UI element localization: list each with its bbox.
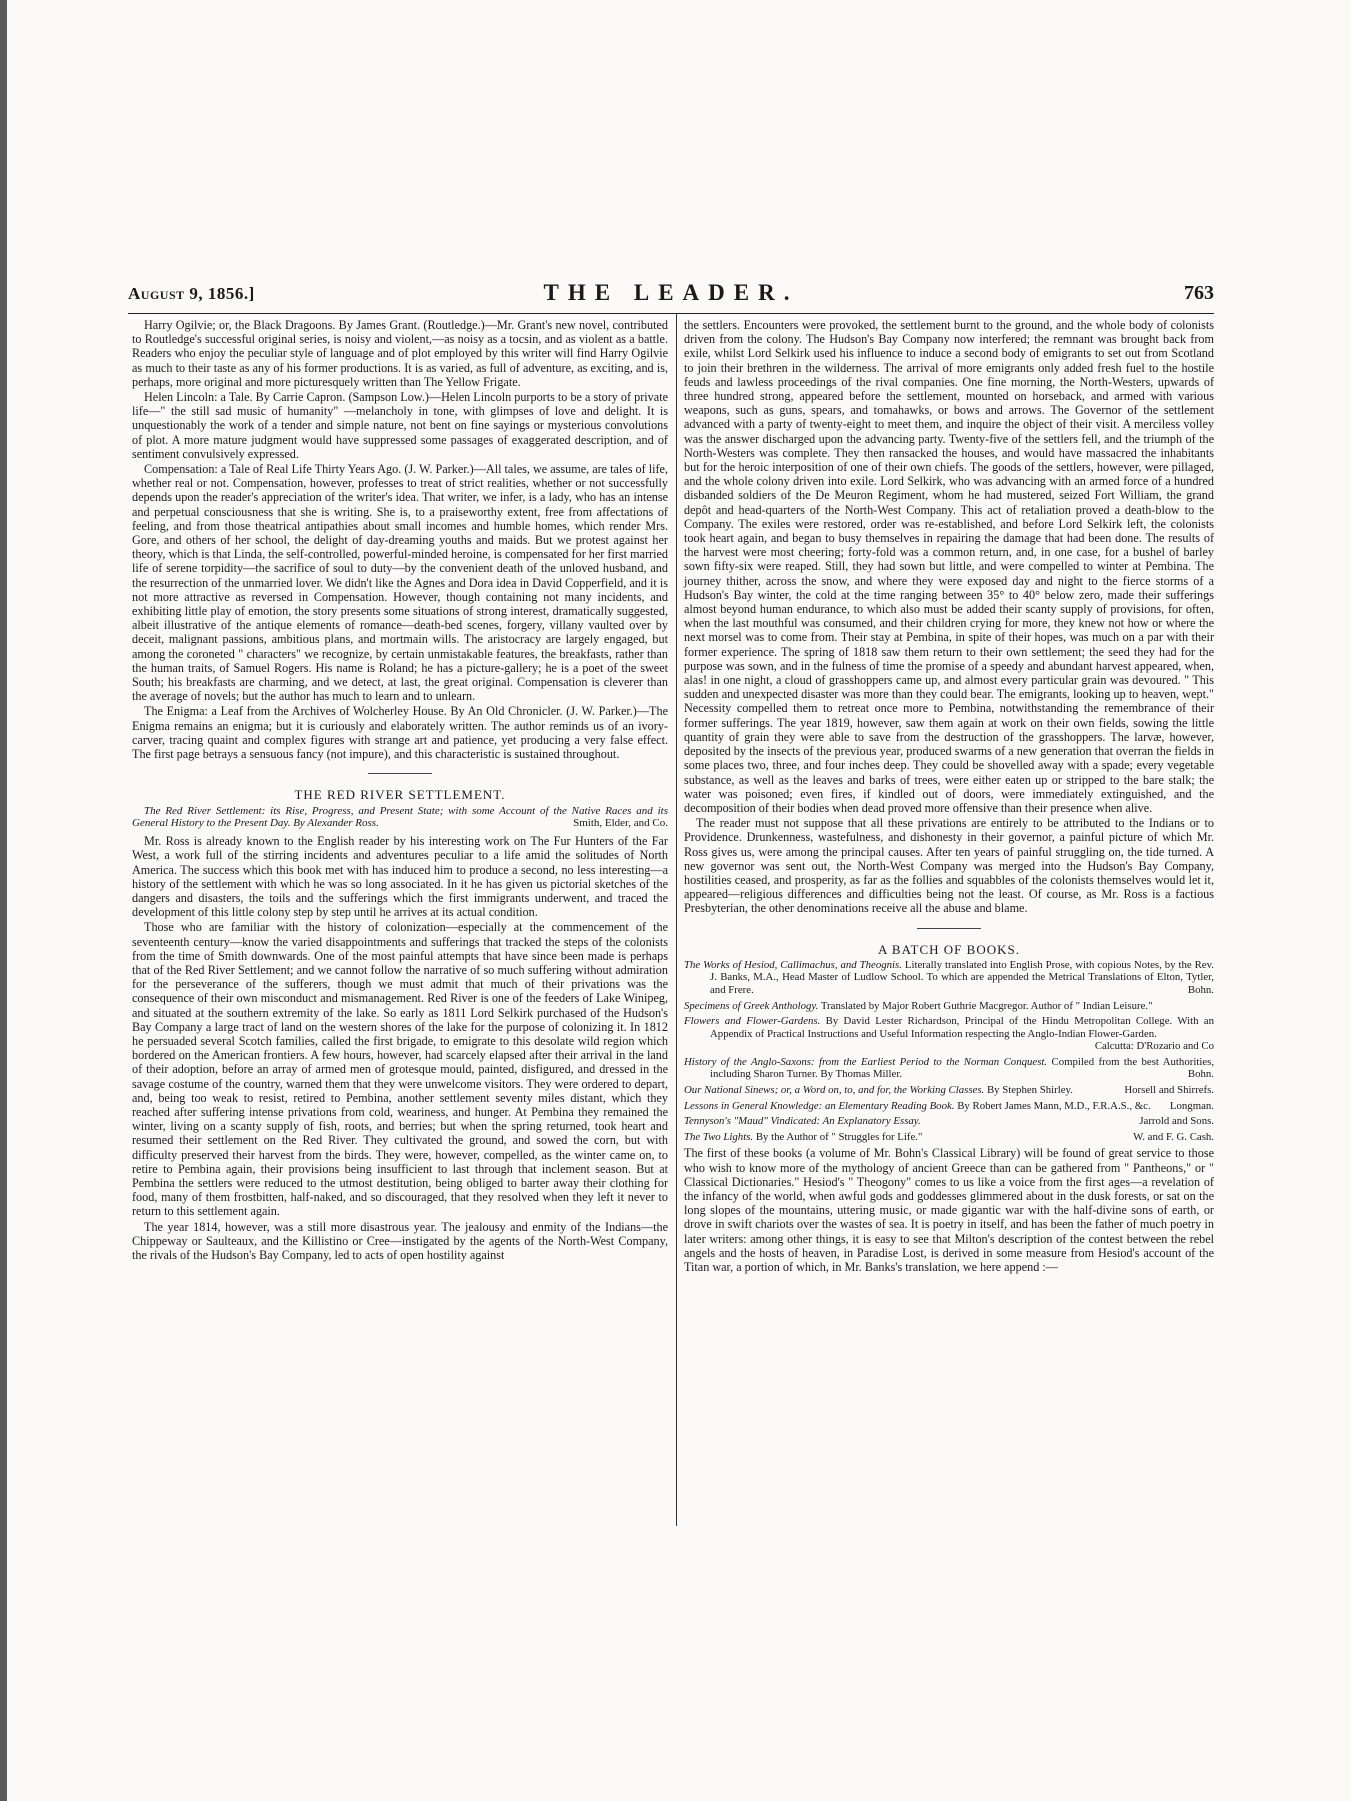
column-divider (676, 314, 677, 1526)
book-title: Lessons in General Knowledge: an Elementary Reading Book. (684, 1099, 955, 1112)
book-desc: Literally translated into English Prose, with copious Notes, by the Rev. J. Banks, M.A., Head Master of Ludlow School. To which are appended the Metrical Translations of Elton, Tytler, and Frere. (710, 958, 1214, 996)
red-river-paragraph-3: The year 1814, however, was a still more disastrous year. The jealousy and enmity of the Indians—the Chippeway or Saulteaux, and the Killistino or Cree—instigated by the agents of the North-West Company, the rivals of the Hudson's Bay Company, led to acts of open hostility against (132, 1219, 668, 1262)
book-publisher: Calcutta: D'Rozario and Co (1094, 1040, 1214, 1053)
book-publisher: W. and F. G. Cash. (1133, 1130, 1214, 1143)
book-entry (684, 959, 1214, 997)
right-column (684, 318, 1214, 1275)
book-desc: By David Lester Richardson, Principal of the Hindu Metropolitan College. With an Appendix of Practical Instructions and Useful Information respecting the Anglo-Indian Flower-Garden. (710, 1015, 1214, 1040)
book-desc: By Robert James Mann, M.D., F.R.A.S., &c. (957, 1099, 1151, 1112)
book-desc: By the Author of " Struggles for Life." (755, 1130, 923, 1143)
book-publisher: Longman. (1169, 1099, 1214, 1112)
red-river-book-title: The Red River Settlement: its Rise, Progress, and Present State; with some Account of the Native Races and its General History to the Present Day. By Alexander Ross. (132, 804, 668, 830)
batch-closing-paragraph: The first of these books (a volume of Mr. Bohn's Classical Library) will be found of great service to those who wish to know more of the mythology of ancient Greece than can be gathered from " Pantheons," or " Classical Dictionaries." Hesiod's " Theogony" comes to us like a voice from the first ages—a revelation of the infancy of the world, when awful gods and goddesses glimmered about in the dusk forests, or sat on the long slopes of the mountains, uttering music, or made gigantic war with the half-divine sons of earth, or drove in swift chariots over the wastes of sea. It is poetry in itself, and has been the father of much poetry in later writers: among other things, it is easy to see that Milton's description of the contest between the rebel angels and the hosts of heaven, in Paradise Lost, is derived in some measure from Hesiod's account of the Titan war, a portion of which, in Mr. Banks's translation, we here append :— (684, 1146, 1214, 1275)
red-river-subheading (132, 805, 668, 831)
book-entry (684, 1131, 1214, 1144)
section-rule (368, 773, 432, 774)
book-entry (684, 1056, 1214, 1081)
page-number: 763 (1184, 282, 1214, 304)
book-title: Tennyson's "Maud" Vindicated: An Explanatory Essay. (684, 1115, 921, 1128)
review-the-enigma: The Enigma: a Leaf from the Archives of Wolcherley House. By An Old Chronicler. (J. W. Parker.)—The Enigma remains an enigma; but it is curiously and elaborately written. The author reminds us of an ivory-carver, tracing quaint and complex figures with strange art and patience, yet producing a very false effect. The first page betrays a sensuous fancy (not impure), and this characteristic is sustained throughout. (132, 704, 668, 762)
book-desc: By Stephen Shirley. (986, 1084, 1073, 1097)
book-entry (684, 1000, 1214, 1013)
batch-heading: A BATCH OF BOOKS. (878, 941, 1020, 957)
book-entry (684, 1084, 1214, 1097)
page-header (128, 280, 1214, 308)
review-helen-lincoln: Helen Lincoln: a Tale. By Carrie Capron. (Sampson Low.)—Helen Lincoln purports to be a story of private life—" the still sad music of humanity" —melancholy in tone, with glimpses of love and delight. It is unquestionably the work of a tender and simple nature, not bent on fine sayings or mysterious convolutions of plot. A more mature judgment would have suppressed some passages of exaggerated description, and of sentiment convulsively expressed. (132, 390, 668, 461)
book-title: The Works of Hesiod, Callimachus, and Theognis. (684, 958, 902, 971)
book-entry (684, 1015, 1214, 1053)
book-title: Specimens of Greek Anthology. (684, 999, 819, 1012)
book-desc: Compiled from the best Authorities, including Sharon Turner. By Thomas Miller. (710, 1055, 1215, 1081)
book-publisher: Jarrold and Sons. (1139, 1115, 1214, 1128)
red-river-continued-1: the settlers. Encounters were provoked, the settlement burnt to the ground, and the whole body of colonists driven from the colony. The Hudson's Bay Company now interfered; the remnant was brought back from exile, whilst Lord Selkirk used his influence to induce a second body of emigrants to set out from Scotland to join their brethren in the wilderness. The arrival of more emigrants only added fresh fuel to the hostile feuds and lawless proceedings of the rival companies. One fine morning, the North-Westers, upwards of three hundred strong, appeared before the settlement, mounted on horseback, and armed with various weapons, such as guns, spears, and tomahawks, or bows and arrows. The Governor of the settlement advanced with a party of twenty-eight to meet them, and inquire the object of their visit. A merciless volley was the answer discharged upon the advancing party. Twenty-five of the settlers fell, and the triumph of the North-Westers was complete. They then ransacked the houses, and would have massacred the inhabitants but for the heroic interposition of one of their own chiefs. The goods of the settlers, however, were pillaged, and the whole colony driven into exile. Lord Selkirk, who was advancing with an armed force of a hundred disbanded soldiers of the De Meuron Regiment, whom he had mustered, seized Fort William, the grand depôt and head-quarters of the North-West Company. This act of retaliation proved a death-blow to the Company. The exiles were restored, order was re-established, and before Lord Selkirk left, the colonists took heart again, and began to busy themselves in repairing the damage that had been done. The results of the harvest were most cheering; forty-fold was a common return, and, in one case, for a bushel of barley sown fifty-six were reaped. Still, they had sown but little, and were compelled to winter at Pembina. The journey thither, across the snow, and where they were exposed day and night to the fierce storms of a Hudson's Bay winter, the cold at the time ranging between 35° to 40° below zero, made their sufferings almost beyond human endurance, to which also must be added their scanty supply of provisions, for often, when the last mouthful was consumed, and their children crying for more, they knew not how or where the next morsel was to come from. Their stay at Pembina, in spite of their hopes, was much on a par with their former experience. The spring of 1818 saw them return to their own settlement; the seed they had for the purpose was sown, and in the fulness of time the promise of a speedy and abundant harvest appeared, when, alas! in one night, a cloud of grasshoppers came up, and almost every particular grain was devoured. " This sudden and unexpected disaster was more than they could bear. The emigrants, looking up to heaven, wept." Necessity compelled them to retreat once more to Pembina, notwithstanding the remembrance of their former sufferings. The year 1819, however, saw them again at work on their own fields, sowing the little quantity of grain they were able to save from the destruction of the grasshoppers. The larvæ, however, deposited by the insects of the previous year, produced swarms of a new generation that overran the fields in some places two, three, and four inches deep. They could be shovelled away with a spade; every vegetable substance, as well as the leaves and barks of trees, were either eaten up or stripped to the bare stalk; the water was poisoned; even fires, if kindled out of doors, were immediately extinguished, and the decomposition of their bodies when dead proved more offensive than their presence when alive. (684, 318, 1214, 815)
issue-date: August 9, 1856.] (128, 284, 255, 303)
red-river-heading: THE RED RIVER SETTLEMENT. (294, 787, 506, 803)
left-column (132, 318, 668, 1263)
book-entry (684, 1115, 1214, 1128)
red-river-paragraph-2: Those who are familiar with the history of colonization—especially at the commencement of the seventeenth century—know the varied disappointments and sufferings that tracked the steps of the colonists from the time of Smith downwards. One of the most painful attempts that have since been made is perhaps that of the Red River Settlement; and we cannot follow the narrative of so much suffering without admiration for the perseverance of the sufferers, though we must admit that much of their privations was the consequence of their own misconduct and mismanagement. Red River is one of the feeders of Lake Winipeg, and situated at the southern extremity of the lake. So early as 1811 Lord Selkirk purchased of the Hudson's Bay Company a large tract of land on the western shores of the lake for the purpose of colonizing it. In 1812 he persuaded several Scotch families, called the first brigade, to emigrate to this desolate wild region which bordered on the American frontiers. A few hours, however, had scarcely elapsed after their arrival in the land of their adoption, before an array of armed men of grotesque mould, painted, disfigured, and dressed in the savage costume of the country, warned them that they were unwelcome visitors. They were ordered to depart, and, being too weak to resist, retired to Pembina, another settlement seventy miles distant, which they reached after suffering intense privations from cold, weariness, and hunger. At Pembina they remained the winter, living on a scanty supply of fish, roots, and berries; but when the spring returned, took heart and resumed their settlement on the Red River. They cultivated the ground, and sowed the corn, but with difficulty preserved their harvest from the birds. They were, however, compelled, as the winter came on, to retire to Pembina again, their provisions being insufficient to last through that inclement season. But at Pembina the settlers were reduced to the utmost destitution, being obliged to barter away their clothing for food, many of them frostbitten, half-naked, and so discouraged, that they resolved when they left it never to return to this settlement again. (132, 920, 668, 1219)
red-river-publisher: Smith, Elder, and Co. (573, 817, 668, 830)
book-entry (684, 1100, 1214, 1113)
review-harry-ogilvie: Harry Ogilvie; or, the Black Dragoons. By James Grant. (Routledge.)—Mr. Grant's new novel, contributed to Routledge's successful original series, is noisy and violent,—as noisy as a tocsin, and as violent as a battle. Readers who enjoy the peculiar style of language and of plot employed by this writer will find Harry Ogilvie as much to their taste as any of his former productions. It is as varied, as full of adventure, as exciting, and is, perhaps, more original and more picturesquely written than The Yellow Frigate. (132, 318, 668, 389)
red-river-continued-2: The reader must not suppose that all these privations are entirely to be attributed to the Indians or to Providence. Drunkenness, wastefulness, and dishonesty in their governor, a painful picture of which Mr. Ross gives us, were among the principal causes. After ten years of painful struggling on, the tide turned. A new governor was sent out, the North-West Company was merged into the Hudson's Bay Company, hostilities ceased, and prosperity, as far as the follies and squabbles of the colonists themselves would let it, appeared—religious differences and difficulties being not the least. Of course, as Mr. Ross is a factious Presbyterian, the other denominations receive all the abuse and blame. (684, 816, 1214, 916)
book-desc: Translated by Major Robert Guthrie Macgregor. Author of " Indian Leisure." (820, 999, 1153, 1012)
book-publisher: Horsell and Shirrefs. (1124, 1084, 1214, 1097)
book-title: Flowers and Flower-Gardens. (684, 1015, 821, 1028)
red-river-paragraph-1: Mr. Ross is already known to the English reader by his interesting work on The Fur Hunters of the Far West, a work full of the stirring incidents and adventures peculiar to a life amid the solitudes of North America. The success which this book met with has induced him to produce a second, no less interesting—a history of the settlement with which he was so long associated. In it he has given us pictorial sketches of the dangers and disasters, the toils and the sufferings which the first immigrants underwent, and traced the development of this little colony step by step until he arrives at its actual condition. (132, 834, 668, 920)
book-title: Our National Sinews; or, a Word on, to, and for, the Working Classes. (684, 1084, 985, 1097)
scan-edge-shadow (0, 0, 7, 1801)
masthead-title: THE LEADER. (543, 280, 799, 305)
book-title: History of the Anglo-Saxons: from the Earliest Period to the Norman Conquest. (684, 1055, 1048, 1068)
review-compensation: Compensation: a Tale of Real Life Thirty Years Ago. (J. W. Parker.)—All tales, we assume, are tales of life, whether real or not. Compensation, however, professes to treat of strict realities, whether or not successfully depends upon the reader's appreciation of the writer's idea. That writer, we infer, is a lady, who has an intense and perpetual consciousness that she is writing. She is, to a praiseworthy extent, free from affectations of feeling, and from those theatrical antipathies about small incomes and humble homes, which render Mrs. Gore, and others of her school, the delight of day-dreaming youths and maids. But we protest against her theory, which is that Linda, the self-controlled, powerful-minded heroine, is compensated for her first married life of serene torpidity—the sacrifice of soul to duty—by the convenient death of the unloved husband, and the resurrection of the unmarried lover. We didn't like the Agnes and Dora idea in David Copperfield, and it is not more attractive as reversed in Compensation. However, though containing not many incidents, and exhibiting little play of emotion, the story presents some situations of strong interest, dramatically suggested, albeit illustrative of the antique elements of romance—death-bed scenes, forgery, villany vaulted over by deceit, malignant passions, ambitious plans, and mortmain wills. The aristocracy are largely engaged, but among the coroneted " characters" we recognize, by certain unmistakable features, the breakfasts, rather than the human traits, of Samuel Rogers. His name is Roland; he has a picture-gallery; he is a poet of the sweet South; his breakfasts are charming, and we detect, at last, the great original. Compensation is cleverer than the average of novels; but the author has much to learn and to unlearn. (132, 462, 668, 704)
header-rule (128, 313, 1214, 314)
section-rule (917, 928, 981, 929)
book-title: The Two Lights. (684, 1130, 754, 1143)
